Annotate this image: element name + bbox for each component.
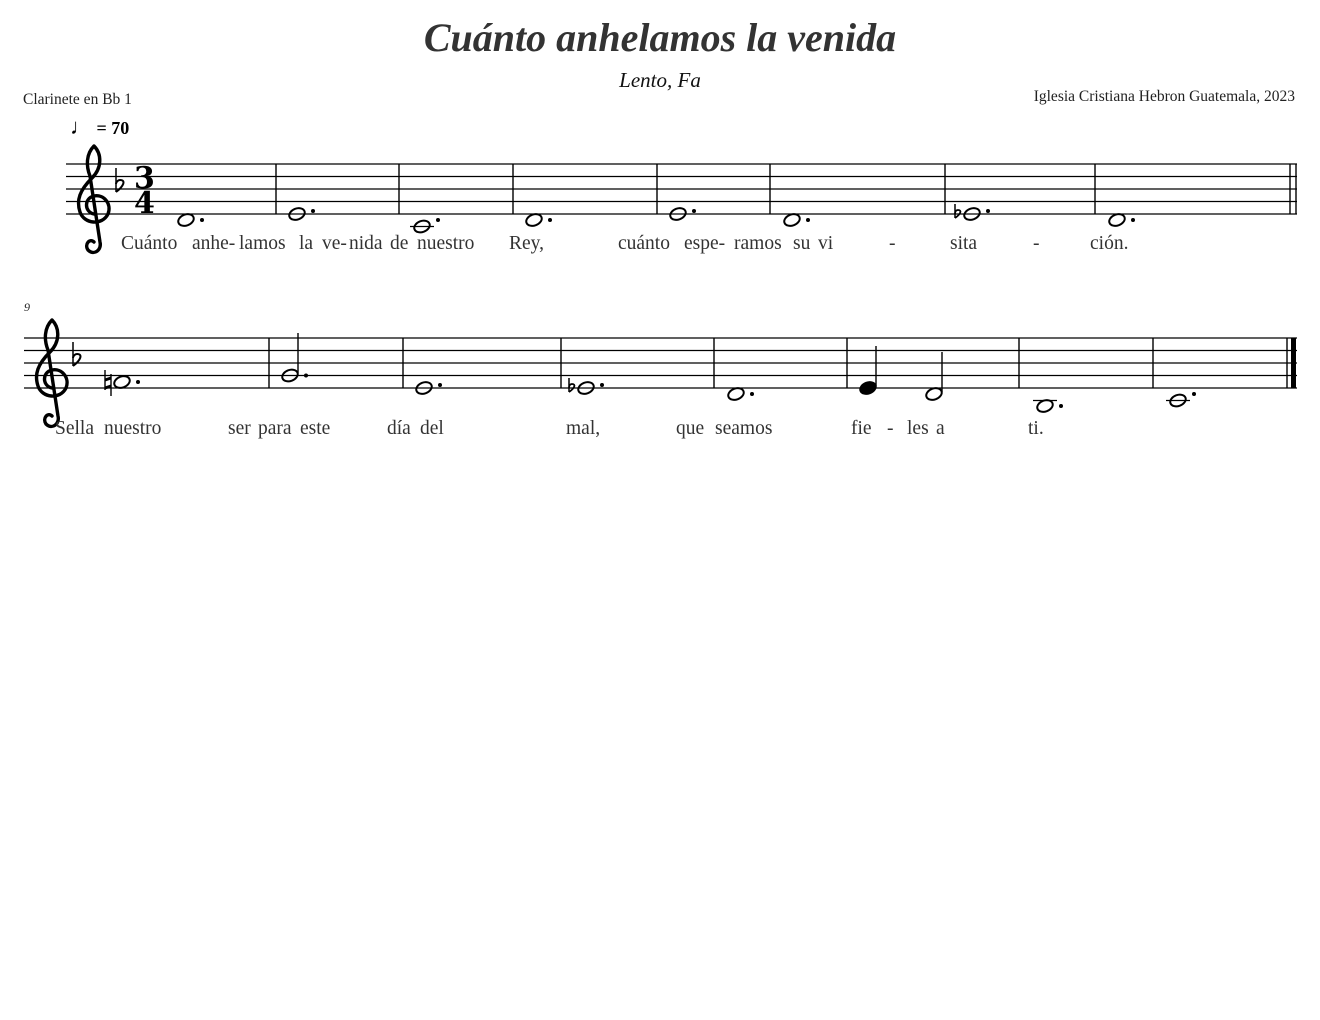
lyric-syllable: a [936,418,945,439]
dot [311,209,315,213]
dot [304,374,308,378]
lyric-syllable: del [420,418,444,439]
lyric-syllable: ser [228,418,251,439]
lyric-syllable: ti. [1028,418,1044,439]
lyric-syllable: lamos [239,233,286,254]
treble-clef-icon [37,320,68,426]
time-signature-bottom: 4 [134,186,155,221]
lyric-syllable: les [907,418,929,439]
lyric-syllable: Cuánto [121,233,178,254]
lyric-syllable: para [258,418,292,439]
lyric-syllable: fie [851,418,872,439]
lyric-hyphen: - [889,233,896,254]
dot [1059,404,1063,408]
composer: Iglesia Cristiana Hebron Guatemala, 2023 [1033,88,1295,105]
dot [692,209,696,213]
lyric-syllable: mal, [566,418,601,439]
lyric-hyphen: - [887,418,894,439]
subtitle: Lento, Fa [619,68,701,92]
lyric-syllable: Sella [55,418,94,439]
staff-system-1 [66,164,1297,214]
time-signature-top: 3 [134,161,155,196]
lyric-syllable: espe- [684,233,726,254]
dot [548,218,552,222]
lyric-syllable: anhe- [192,233,236,254]
natural-icon [105,370,111,396]
lyric-syllable: nida [349,233,383,254]
lyric-syllable: que [676,418,705,439]
dot [750,392,754,396]
dot [986,209,990,213]
treble-clef-icon [79,146,110,252]
notes-system-1 [177,204,1135,234]
lyric-syllable: la [299,233,314,254]
lyric-syllable: cuánto [618,233,670,254]
lyric-syllable: vi [818,233,834,254]
lyric-syllable: ramos [734,233,782,254]
lyric-syllable: día [387,418,411,439]
dot [1131,218,1135,222]
lyric-hyphen: - [1033,233,1040,254]
tempo-value: = 70 [96,118,130,138]
dot [438,383,442,387]
lyric-syllable: de [390,233,409,254]
lyric-syllable: sita [950,233,978,254]
quarter-note [859,380,878,396]
dot [1192,392,1196,396]
dot [600,383,604,387]
lyric-syllable: ve- [322,233,347,254]
dot [136,380,140,384]
staff-system-2 [24,338,1297,388]
lyric-syllable: este [300,418,331,439]
final-barline-thick [1291,338,1296,388]
lyric-syllable: nuestro [104,418,162,439]
lyric-syllable: Rey, [509,233,545,254]
lyric-syllable: seamos [715,418,773,439]
time-signature [134,161,155,221]
flat-icon [569,378,574,392]
quarter-note-icon: ♩ [70,114,92,139]
lyric-syllable: ción. [1090,233,1129,254]
instrument-name: Clarinete en Bb 1 [23,91,132,108]
dot [200,218,204,222]
lyric-syllable: nuestro [417,233,475,254]
measure-number: 9 [24,300,30,314]
flat-icon [955,204,960,218]
page-title: Cuánto anhelamos la venida [423,15,897,60]
dot [436,218,440,222]
lyric-syllable: su [793,233,811,254]
dot [806,218,810,222]
